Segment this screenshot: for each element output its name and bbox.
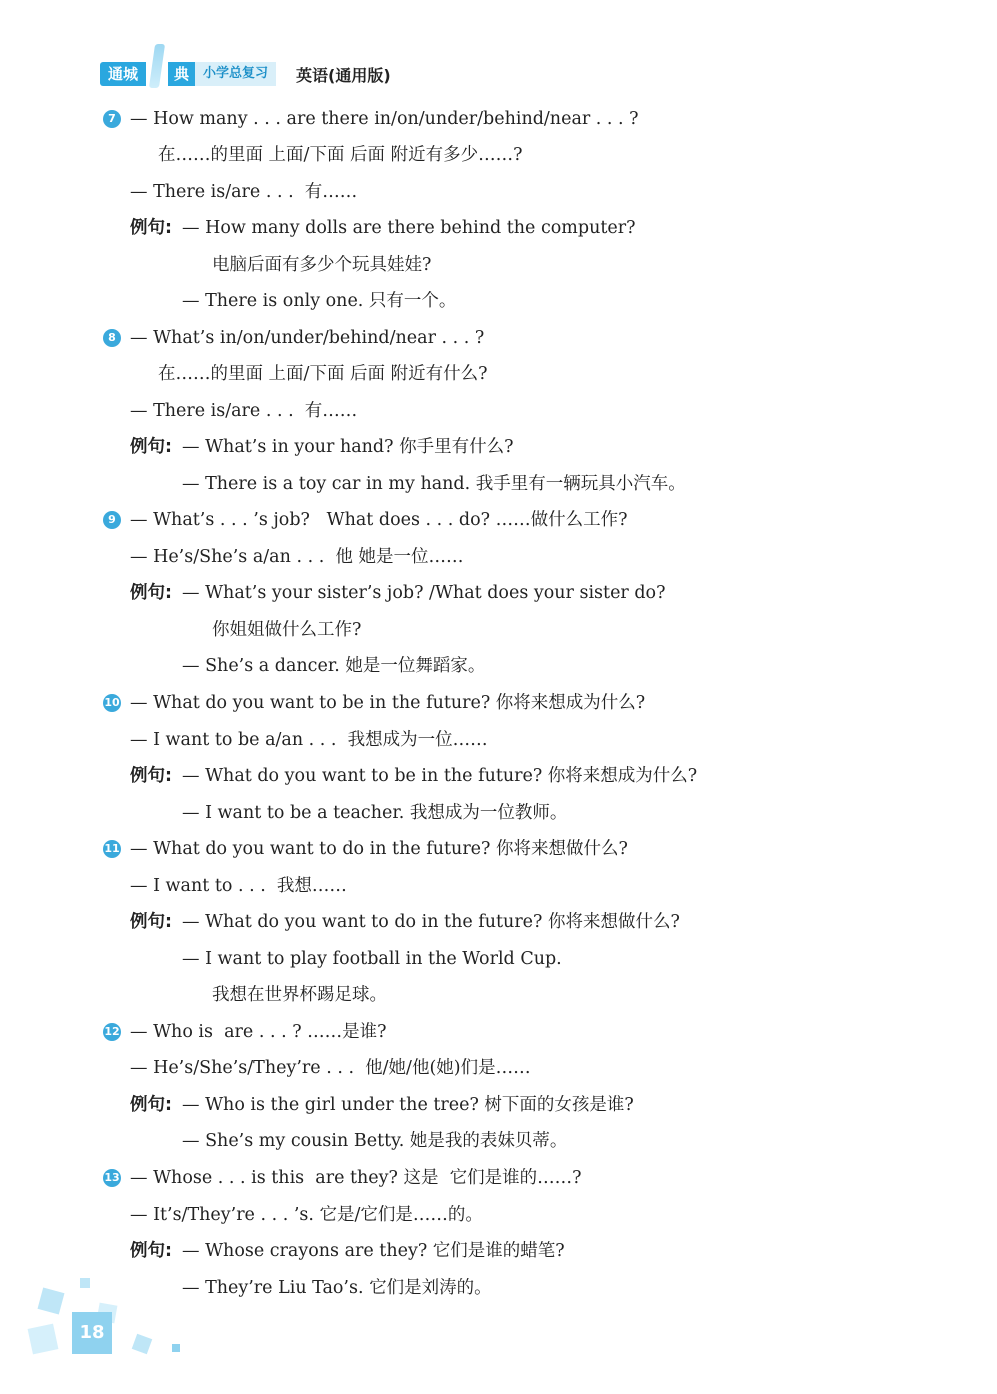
pattern-answer: — I want to be a/an . . . 我想成为一位…… [130, 730, 488, 750]
section-number-7: 7 [103, 110, 121, 128]
example-answer: — There is only one. 只有一个。 [182, 291, 457, 311]
example-label: 例句: [130, 1241, 172, 1261]
example-question: — Who is the girl under the tree? 树下面的女孩是谁? [182, 1095, 634, 1115]
page-number: 18 [72, 1312, 112, 1354]
pattern-question: — Whose . . . is this are they? 这是 它们是谁的……? [130, 1168, 582, 1188]
decorative-square [28, 1324, 59, 1355]
subject-title: 英语(通用版) [296, 65, 391, 85]
example-translation: 电脑后面有多少个玩具娃娃? [212, 255, 432, 275]
pattern-question: — What’s . . . ’s job? What does . . . do? ……做什么工作? [130, 510, 628, 530]
decorative-square [132, 1334, 153, 1355]
section-number-11: 11 [103, 840, 121, 858]
example-label: 例句: [130, 1095, 172, 1115]
series-logo [100, 60, 276, 88]
example-label: 例句: [130, 437, 172, 457]
pattern-translation: 在……的里面 上面/下面 后面 附近有多少……? [158, 145, 523, 165]
pattern-question: — What do you want to do in the future? 你将来想做什么? [130, 839, 628, 859]
section-number-8: 8 [103, 329, 121, 347]
example-question: — What do you want to do in the future? 你将来想做什么? [182, 912, 680, 932]
example-label: 例句: [130, 218, 172, 238]
section-number-13: 13 [103, 1169, 121, 1187]
pattern-question: — Who is are . . . ? ……是谁? [130, 1022, 387, 1042]
decorative-square [172, 1344, 180, 1352]
example-answer: — There is a toy car in my hand. 我手里有一辆玩具小汽车。 [182, 474, 686, 494]
pattern-translation: 在……的里面 上面/下面 后面 附近有什么? [158, 364, 488, 384]
example-answer: — She’s my cousin Betty. 她是我的表妹贝蒂。 [182, 1131, 568, 1151]
example-question: — What’s your sister’s job? /What does your sister do? [182, 583, 666, 603]
number-one-logo-icon [146, 44, 168, 88]
example-translation: 我想在世界杯踢足球。 [212, 985, 387, 1005]
section-number-12: 12 [103, 1023, 121, 1041]
pattern-answer: — I want to . . . 我想…… [130, 876, 347, 896]
example-question: — How many dolls are there behind the computer? [182, 218, 636, 238]
example-question: — Whose crayons are they? 它们是谁的蜡笔? [182, 1241, 565, 1261]
section-number-9: 9 [103, 511, 121, 529]
pattern-answer: — There is/are . . . 有…… [130, 182, 358, 202]
brand-mid-text: 典 [168, 62, 195, 86]
example-label: 例句: [130, 766, 172, 786]
example-label: 例句: [130, 583, 172, 603]
decorative-square [80, 1278, 90, 1288]
pattern-answer: — It’s/They’re . . . ’s. 它是/它们是……的。 [130, 1205, 483, 1225]
section-number-10: 10 [103, 694, 121, 712]
example-question: — What do you want to be in the future? 你将来想成为什么? [182, 766, 698, 786]
example-label: 例句: [130, 912, 172, 932]
example-question: — What’s in your hand? 你手里有什么? [182, 437, 514, 457]
pattern-answer: — He’s/She’s/They’re . . . 他/她/他(她)们是…… [130, 1058, 531, 1078]
series-title: 小学总复习 [195, 62, 276, 86]
brand-left-text: 通城 [100, 62, 146, 86]
pattern-question: — How many . . . are there in/on/under/behind/near . . . ? [130, 109, 639, 129]
page-header [100, 60, 391, 88]
example-translation: 你姐姐做什么工作? [212, 620, 362, 640]
pattern-question: — What’s in/on/under/behind/near . . . ? [130, 328, 485, 348]
pattern-answer: — He’s/She’s a/an . . . 他 她是一位…… [130, 547, 464, 567]
pattern-answer: — There is/are . . . 有…… [130, 401, 358, 421]
example-answer: — I want to play football in the World Cup. [182, 949, 562, 969]
example-answer: — They’re Liu Tao’s. 它们是刘涛的。 [182, 1278, 492, 1298]
example-answer: — She’s a dancer. 她是一位舞蹈家。 [182, 656, 486, 676]
decorative-square [38, 1288, 65, 1315]
example-answer: — I want to be a teacher. 我想成为一位教师。 [182, 803, 568, 823]
pattern-question: — What do you want to be in the future? 你将来想成为什么? [130, 693, 646, 713]
